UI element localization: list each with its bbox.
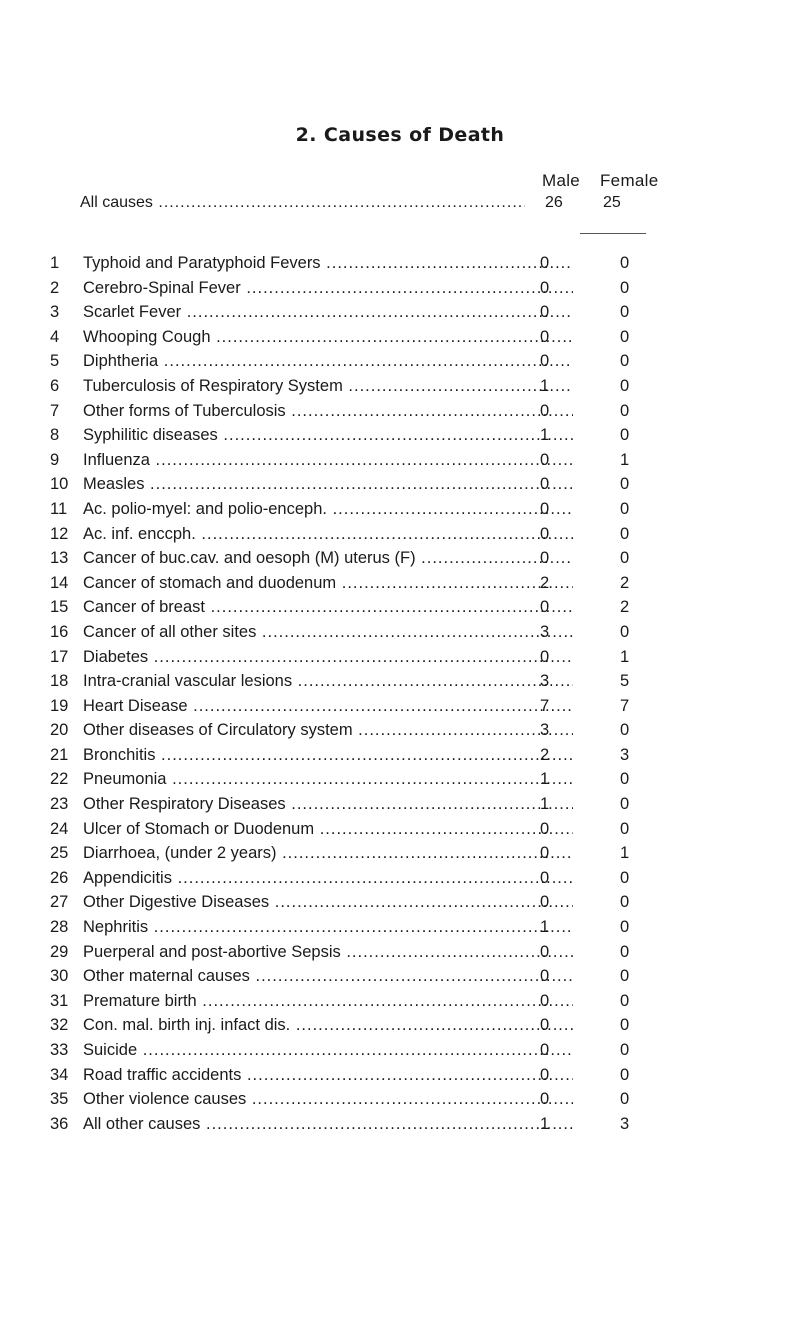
female-count: 0 [620, 327, 630, 346]
table-row [50, 842, 670, 867]
female-count: 0 [620, 352, 630, 371]
table-row [50, 744, 670, 769]
female-count: 0 [620, 549, 630, 568]
page-title: 2. Causes of Death [295, 124, 505, 146]
cause-label: Cancer of breast ..... [83, 596, 573, 618]
table-row [50, 621, 670, 646]
female-count: 0 [620, 426, 630, 445]
male-count: 1 [540, 376, 550, 395]
table-row [50, 1014, 670, 1039]
row-number: 27 [50, 893, 69, 912]
male-count: 3 [540, 672, 550, 691]
table-row [50, 424, 670, 449]
male-count: 0 [540, 1016, 550, 1035]
row-number: 11 [50, 499, 68, 518]
row-number: 22 [50, 770, 69, 789]
female-count: 0 [620, 721, 630, 740]
row-number: 16 [50, 622, 69, 641]
causes-table [50, 252, 670, 1137]
male-count: 0 [540, 1090, 550, 1109]
table-row [50, 596, 670, 621]
table-row [50, 990, 670, 1015]
cause-label: Other forms of Tuberculosis ..... [83, 400, 573, 422]
table-row [50, 326, 670, 351]
male-count: 7 [540, 696, 550, 715]
cause-label: Whooping Cough ..... [83, 326, 573, 348]
row-number: 5 [50, 352, 60, 371]
row-number: 21 [50, 745, 69, 764]
table-row [50, 965, 670, 990]
cause-label: Nephritis ..... [83, 916, 573, 938]
cause-label: Intra-cranial vascular lesions ..... [83, 670, 573, 692]
cause-label: Suicide ..... [83, 1039, 573, 1061]
female-count: 0 [620, 868, 630, 887]
female-count: 0 [620, 254, 630, 272]
table-row [50, 400, 670, 425]
male-count: 0 [540, 254, 550, 272]
cause-label: Syphilitic diseases ..... [83, 424, 573, 446]
cause-label: Other violence causes ..... [83, 1088, 573, 1110]
cause-label: All other causes ..... [83, 1113, 573, 1135]
female-count: 1 [620, 647, 630, 666]
female-count: 0 [620, 524, 630, 543]
cause-label: Heart Disease ..... [83, 695, 573, 717]
cause-label: Puerperal and post-abortive Sepsis ..... [83, 941, 573, 963]
male-count: 1 [540, 918, 550, 937]
female-count: 0 [620, 770, 630, 789]
table-row [50, 449, 670, 474]
male-count: 0 [540, 893, 550, 912]
male-count: 3 [540, 622, 550, 641]
female-count: 0 [620, 918, 630, 937]
table-row [50, 547, 670, 572]
female-count: 7 [620, 696, 630, 715]
cause-label: Typhoid and Paratyphoid Fevers ..... [83, 252, 573, 274]
cause-label: Cancer of stomach and duodenum ..... [83, 572, 573, 594]
table-row [50, 252, 670, 277]
cause-label: Ac. polio-myel: and polio-enceph. ..... [83, 498, 573, 520]
cause-label: Influenza ..... [83, 449, 573, 471]
row-number: 35 [50, 1090, 69, 1109]
male-count: 2 [540, 573, 550, 592]
female-count: 0 [620, 1016, 630, 1035]
cause-label: Cancer of all other sites ..... [83, 621, 573, 643]
cause-label: Diarrhoea, (under 2 years) ..... [83, 842, 573, 864]
cause-label: Pneumonia ..... [83, 768, 573, 790]
cause-label: Other Digestive Diseases ..... [83, 891, 573, 913]
cause-label: Other Respiratory Diseases ..... [83, 793, 573, 815]
row-number: 9 [50, 450, 60, 469]
table-row [50, 1088, 670, 1113]
male-count: 0 [540, 401, 550, 420]
male-count: 0 [540, 868, 550, 887]
table-row [50, 646, 670, 671]
cause-label: Scarlet Fever ..... [83, 301, 573, 323]
female-count: 0 [620, 376, 630, 395]
table-row [50, 1113, 670, 1138]
row-number: 1 [50, 254, 60, 272]
female-count: 3 [620, 745, 630, 764]
female-count: 0 [620, 991, 630, 1010]
male-count: 0 [540, 819, 550, 838]
all-causes-female: 25 [603, 194, 621, 211]
row-number: 6 [50, 376, 60, 395]
table-row [50, 793, 670, 818]
table-row [50, 301, 670, 326]
female-count: 0 [620, 819, 630, 838]
table-row [50, 572, 670, 597]
male-count: 1 [540, 426, 550, 445]
row-number: 30 [50, 967, 69, 986]
female-count: 0 [620, 303, 630, 322]
cause-label: Appendicitis ..... [83, 867, 573, 889]
row-number: 29 [50, 942, 69, 961]
table-row [50, 350, 670, 375]
cause-label: Cancer of buc.cav. and oesoph (M) uterus (F) ..... [83, 547, 573, 569]
female-count: 0 [620, 795, 630, 814]
female-count: 0 [620, 1090, 630, 1109]
cause-label: Other maternal causes ..... [83, 965, 573, 987]
row-number: 20 [50, 721, 69, 740]
divider-rule [580, 233, 646, 234]
row-number: 13 [50, 549, 69, 568]
row-number: 26 [50, 868, 69, 887]
row-number: 36 [50, 1114, 69, 1133]
row-number: 2 [50, 278, 60, 297]
table-row [50, 498, 670, 523]
male-count: 0 [540, 450, 550, 469]
cause-label: Diabetes ..... [83, 646, 573, 668]
row-number: 7 [50, 401, 60, 420]
male-count: 0 [540, 1041, 550, 1059]
cause-label: Premature birth ..... [83, 990, 573, 1012]
male-count: 0 [540, 327, 550, 346]
row-number: 23 [50, 795, 69, 814]
female-count: 0 [620, 893, 630, 912]
male-count: 1 [540, 795, 550, 814]
male-count: 0 [540, 524, 550, 543]
all-causes-row [80, 194, 640, 218]
all-causes-label: All causes ..... [80, 194, 525, 212]
male-count: 0 [540, 967, 550, 986]
male-count: 0 [540, 1065, 550, 1084]
row-number: 33 [50, 1041, 69, 1059]
table-row [50, 768, 670, 793]
female-count: 0 [620, 1065, 630, 1084]
male-count: 0 [540, 499, 550, 518]
table-row [50, 695, 670, 720]
table-row [50, 375, 670, 400]
male-count: 0 [540, 844, 550, 863]
cause-label: Diphtheria ..... [83, 350, 573, 372]
male-count: 0 [540, 647, 550, 666]
row-number: 3 [50, 303, 60, 322]
table-row [50, 523, 670, 548]
female-count: 2 [620, 573, 630, 592]
table-row [50, 891, 670, 916]
table-row [50, 867, 670, 892]
row-number: 28 [50, 918, 69, 937]
male-column-header: Male [542, 171, 581, 190]
table-row [50, 719, 670, 744]
cause-label: Measles ..... [83, 473, 573, 495]
female-count: 0 [620, 967, 630, 986]
female-count: 0 [620, 278, 630, 297]
row-number: 34 [50, 1065, 69, 1084]
cause-label: Tuberculosis of Respiratory System ..... [83, 375, 573, 397]
row-number: 12 [50, 524, 69, 543]
row-number: 8 [50, 426, 60, 445]
female-count: 0 [620, 942, 630, 961]
male-count: 3 [540, 721, 550, 740]
row-number: 18 [50, 672, 69, 691]
table-row [50, 670, 670, 695]
table-row [50, 916, 670, 941]
row-number: 10 [50, 475, 69, 494]
male-count: 0 [540, 942, 550, 961]
cause-label: Bronchitis ..... [83, 744, 573, 766]
row-number: 15 [50, 598, 69, 617]
female-count: 0 [620, 401, 630, 420]
female-count: 1 [620, 844, 630, 863]
cause-label: Other diseases of Circulatory system ..... [83, 719, 573, 741]
male-count: 0 [540, 278, 550, 297]
cause-label: Ac. inf. enccph. ..... [83, 523, 573, 545]
row-number: 31 [50, 991, 69, 1010]
female-count: 2 [620, 598, 630, 617]
cause-label: Con. mal. birth inj. infact dis. ..... [83, 1014, 573, 1036]
all-causes-male: 26 [545, 194, 563, 211]
table-row [50, 1064, 670, 1089]
row-number: 19 [50, 696, 69, 715]
male-count: 1 [540, 770, 550, 789]
male-count: 1 [540, 1114, 550, 1133]
female-count: 0 [620, 1041, 630, 1059]
table-row [50, 473, 670, 498]
row-number: 4 [50, 327, 60, 346]
row-number: 17 [50, 647, 69, 666]
row-number: 14 [50, 573, 69, 592]
cause-label: Cerebro-Spinal Fever ..... [83, 277, 573, 299]
row-number: 24 [50, 819, 69, 838]
female-count: 5 [620, 672, 630, 691]
male-count: 0 [540, 303, 550, 322]
male-count: 0 [540, 475, 550, 494]
male-count: 0 [540, 549, 550, 568]
table-row [50, 1039, 670, 1064]
male-count: 0 [540, 598, 550, 617]
table-row [50, 277, 670, 302]
cause-label: Road traffic accidents ..... [83, 1064, 573, 1086]
female-column-header: Female [600, 171, 659, 190]
female-count: 0 [620, 622, 630, 641]
female-count: 1 [620, 450, 630, 469]
male-count: 0 [540, 991, 550, 1010]
table-row [50, 818, 670, 843]
table-row [50, 941, 670, 966]
male-count: 2 [540, 745, 550, 764]
cause-label: Ulcer of Stomach or Duodenum ..... [83, 818, 573, 840]
female-count: 3 [620, 1114, 630, 1133]
male-count: 0 [540, 352, 550, 371]
row-number: 25 [50, 844, 69, 863]
female-count: 0 [620, 499, 630, 518]
female-count: 0 [620, 475, 630, 494]
row-number: 32 [50, 1016, 69, 1035]
